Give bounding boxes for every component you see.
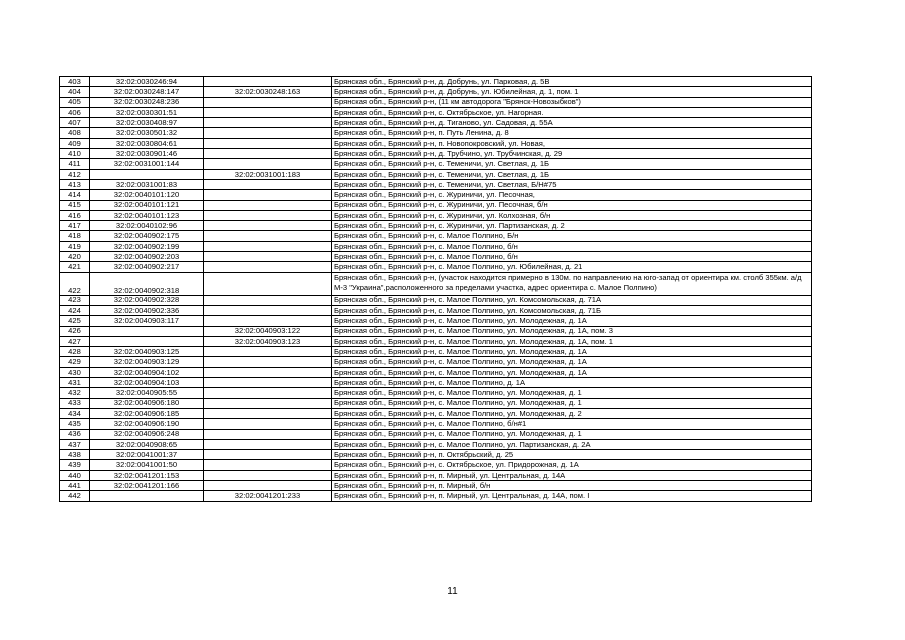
table-row — [60, 97, 812, 107]
address-cell: Брянская обл., Брянский р-н, с. Малое Полпино, ул. Молодежная, д. 1А — [332, 316, 812, 326]
related-cadastral-number-cell — [204, 241, 332, 251]
table-row — [60, 460, 812, 470]
address-cell: Брянская обл., Брянский р-н, с. Октябрьское, ул. Нагорная. — [332, 107, 812, 117]
related-cadastral-number-cell — [204, 470, 332, 480]
row-number-cell: 406 — [60, 107, 90, 117]
address-cell: Брянская обл., Брянский р-н, с. Теменичи, ул. Светлая, д. 1Б — [332, 159, 812, 169]
table-row — [60, 138, 812, 148]
table-row — [60, 221, 812, 231]
related-cadastral-number-cell — [204, 305, 332, 315]
related-cadastral-number-cell — [204, 398, 332, 408]
cadastral-number-cell: 32:02:0030301:51 — [90, 107, 204, 117]
table-row — [60, 347, 812, 357]
row-number-cell: 403 — [60, 77, 90, 87]
row-number-cell: 418 — [60, 231, 90, 241]
objects-table — [59, 76, 812, 502]
row-number-cell: 413 — [60, 179, 90, 189]
table-row — [60, 159, 812, 169]
related-cadastral-number-cell — [204, 378, 332, 388]
cadastral-number-cell: 32:02:0040902:318 — [90, 272, 204, 295]
cadastral-number-cell: 32:02:0040902:203 — [90, 252, 204, 262]
row-number-cell: 434 — [60, 408, 90, 418]
table-row — [60, 295, 812, 305]
table-row — [60, 316, 812, 326]
row-number-cell: 437 — [60, 439, 90, 449]
cadastral-number-cell: 32:02:0031001:144 — [90, 159, 204, 169]
table-row — [60, 210, 812, 220]
address-cell: Брянская обл., Брянский р-н, с. Малое Полпино, б/н — [332, 252, 812, 262]
table-row — [60, 87, 812, 97]
cadastral-number-cell: 32:02:0030246:94 — [90, 77, 204, 87]
cadastral-number-cell: 32:02:0040101:123 — [90, 210, 204, 220]
address-cell: Брянская обл., Брянский р-н, с. Малое Полпино, ул. Молодежная, д. 1А, пом. 3 — [332, 326, 812, 336]
related-cadastral-number-cell — [204, 128, 332, 138]
row-number-cell: 424 — [60, 305, 90, 315]
row-number-cell: 410 — [60, 149, 90, 159]
table-row — [60, 357, 812, 367]
related-cadastral-number-cell: 32:02:0040903:123 — [204, 336, 332, 346]
row-number-cell: 404 — [60, 87, 90, 97]
row-number-cell: 417 — [60, 221, 90, 231]
row-number-cell: 409 — [60, 138, 90, 148]
related-cadastral-number-cell — [204, 429, 332, 439]
row-number-cell: 431 — [60, 378, 90, 388]
address-cell: Брянская обл., Брянский р-н, с. Журиничи, ул. Колхозная, б/н — [332, 210, 812, 220]
address-cell: Брянская обл., Брянский р-н, с. Малое Полпино, ул. Молодежная, д. 1 — [332, 388, 812, 398]
related-cadastral-number-cell — [204, 408, 332, 418]
cadastral-number-cell: 32:02:0040101:120 — [90, 190, 204, 200]
row-number-cell: 422 — [60, 272, 90, 295]
table-row — [60, 398, 812, 408]
table-row — [60, 367, 812, 377]
cadastral-number-cell: 32:02:0031001:83 — [90, 179, 204, 189]
address-cell: Брянская обл., Брянский р-н, с. Журиничи, ул. Партизанская, д. 2 — [332, 221, 812, 231]
address-cell: Брянская обл., Брянский р-н, с. Малое Полпино, ул. Молодежная, д. 1А — [332, 347, 812, 357]
cadastral-number-cell: 32:02:0041001:50 — [90, 460, 204, 470]
related-cadastral-number-cell — [204, 210, 332, 220]
address-cell: Брянская обл., Брянский р-н, д. Добрунь, ул. Парковая, д. 5В — [332, 77, 812, 87]
address-cell: Брянская обл., Брянский р-н, п. Мирный, ул. Центральная, д. 14А, пом. I — [332, 491, 812, 501]
row-number-cell: 436 — [60, 429, 90, 439]
table-row — [60, 305, 812, 315]
table-row — [60, 77, 812, 87]
table-row — [60, 262, 812, 272]
related-cadastral-number-cell — [204, 221, 332, 231]
row-number-cell: 426 — [60, 326, 90, 336]
table-row — [60, 450, 812, 460]
cadastral-number-cell: 32:02:0040902:175 — [90, 231, 204, 241]
related-cadastral-number-cell — [204, 77, 332, 87]
related-cadastral-number-cell — [204, 118, 332, 128]
related-cadastral-number-cell — [204, 439, 332, 449]
address-cell: Брянская обл., Брянский р-н, с. Журиничи, ул. Песочная, — [332, 190, 812, 200]
row-number-cell: 428 — [60, 347, 90, 357]
row-number-cell: 416 — [60, 210, 90, 220]
address-cell: Брянская обл., Брянский р-н, (участок находится примерно в 130м. по направлению на юго-запад от ориентира км. столб 355км. а/д М-3 "Украина",расположенного за пределами участка, адрес ориентира с. Малое Полпино) — [332, 272, 812, 295]
related-cadastral-number-cell — [204, 357, 332, 367]
cadastral-number-cell: 32:02:0040906:190 — [90, 419, 204, 429]
cadastral-number-cell: 32:02:0040906:180 — [90, 398, 204, 408]
related-cadastral-number-cell — [204, 190, 332, 200]
row-number-cell: 441 — [60, 480, 90, 490]
related-cadastral-number-cell — [204, 159, 332, 169]
cadastral-number-cell: 32:02:0040902:328 — [90, 295, 204, 305]
table-row — [60, 272, 812, 295]
row-number-cell: 415 — [60, 200, 90, 210]
address-cell: Брянская обл., Брянский р-н, с. Малое Полпино, ул. Юбилейная, д. 21 — [332, 262, 812, 272]
address-cell: Брянская обл., Брянский р-н, п. Путь Ленина, д. 8 — [332, 128, 812, 138]
related-cadastral-number-cell — [204, 179, 332, 189]
row-number-cell: 421 — [60, 262, 90, 272]
table-row — [60, 118, 812, 128]
address-cell: Брянская обл., Брянский р-н, с. Малое Полпино, ул. Партизанская, д. 2А — [332, 439, 812, 449]
table-row — [60, 107, 812, 117]
related-cadastral-number-cell — [204, 149, 332, 159]
row-number-cell: 442 — [60, 491, 90, 501]
address-cell: Брянская обл., Брянский р-н, с. Малое Полпино, ул. Молодежная, д. 2 — [332, 408, 812, 418]
address-cell: Брянская обл., Брянский р-н, с. Малое Полпино, ул. Молодежная, д. 1А, пом. 1 — [332, 336, 812, 346]
address-cell: Брянская обл., Брянский р-н, с. Малое Полпино, б/н — [332, 241, 812, 251]
row-number-cell: 412 — [60, 169, 90, 179]
related-cadastral-number-cell — [204, 347, 332, 357]
address-cell: Брянская обл., Брянский р-н, д. Добрунь, ул. Юбилейная, д. 1, пом. 1 — [332, 87, 812, 97]
address-cell: Брянская обл., Брянский р-н, д. Трубчино, ул. Трубчинская, д. 29 — [332, 149, 812, 159]
cadastral-number-cell: 32:02:0040906:185 — [90, 408, 204, 418]
address-cell: Брянская обл., Брянский р-н, п. Октябрьский, д. 25 — [332, 450, 812, 460]
row-number-cell: 419 — [60, 241, 90, 251]
page-number: 11 — [447, 586, 458, 597]
cadastral-number-cell — [90, 336, 204, 346]
related-cadastral-number-cell — [204, 450, 332, 460]
cadastral-number-cell: 32:02:0040903:117 — [90, 316, 204, 326]
cadastral-number-cell: 32:02:0040902:199 — [90, 241, 204, 251]
table-row — [60, 241, 812, 251]
address-cell: Брянская обл., Брянский р-н, п. Мирный, б/н — [332, 480, 812, 490]
cadastral-number-cell: 32:02:0040101:121 — [90, 200, 204, 210]
address-cell: Брянская обл., Брянский р-н, с. Малое Полпино, Б/н — [332, 231, 812, 241]
related-cadastral-number-cell — [204, 97, 332, 107]
cadastral-number-cell — [90, 169, 204, 179]
address-cell: Брянская обл., Брянский р-н, с. Теменичи, ул. Светлая, д. 1Б — [332, 169, 812, 179]
row-number-cell: 408 — [60, 128, 90, 138]
related-cadastral-number-cell — [204, 272, 332, 295]
cadastral-number-cell — [90, 491, 204, 501]
cadastral-number-cell: 32:02:0030248:147 — [90, 87, 204, 97]
table-row — [60, 169, 812, 179]
row-number-cell: 414 — [60, 190, 90, 200]
address-cell: Брянская обл., Брянский р-н, с. Малое Полпино, ул. Молодежная, д. 1А — [332, 357, 812, 367]
table-row — [60, 480, 812, 490]
table-row — [60, 128, 812, 138]
objects-table-body — [60, 77, 812, 502]
table-row — [60, 252, 812, 262]
row-number-cell: 425 — [60, 316, 90, 326]
row-number-cell: 432 — [60, 388, 90, 398]
table-row — [60, 388, 812, 398]
related-cadastral-number-cell: 32:02:0041201:233 — [204, 491, 332, 501]
row-number-cell: 435 — [60, 419, 90, 429]
related-cadastral-number-cell — [204, 107, 332, 117]
related-cadastral-number-cell — [204, 460, 332, 470]
row-number-cell: 438 — [60, 450, 90, 460]
cadastral-number-cell: 32:02:0040902:336 — [90, 305, 204, 315]
address-cell: Брянская обл., Брянский р-н, п. Новопокровский, ул. Новая, — [332, 138, 812, 148]
row-number-cell: 423 — [60, 295, 90, 305]
related-cadastral-number-cell — [204, 262, 332, 272]
row-number-cell: 430 — [60, 367, 90, 377]
address-cell: Брянская обл., Брянский р-н, с. Малое Полпино, ул. Комсомольская, д. 71Б — [332, 305, 812, 315]
row-number-cell: 433 — [60, 398, 90, 408]
address-cell: Брянская обл., Брянский р-н, с. Малое Полпино, ул. Молодежная, д. 1 — [332, 429, 812, 439]
related-cadastral-number-cell — [204, 419, 332, 429]
row-number-cell: 411 — [60, 159, 90, 169]
table-row — [60, 408, 812, 418]
address-cell: Брянская обл., Брянский р-н, д. Тиганово, ул. Садовая, д. 55А — [332, 118, 812, 128]
address-cell: Брянская обл., Брянский р-н, с. Малое Полпино, ул. Молодежная, д. 1 — [332, 398, 812, 408]
table-row — [60, 190, 812, 200]
related-cadastral-number-cell — [204, 200, 332, 210]
cadastral-number-cell: 32:02:0030248:236 — [90, 97, 204, 107]
cadastral-number-cell: 32:02:0040903:125 — [90, 347, 204, 357]
table-row — [60, 419, 812, 429]
address-cell: Брянская обл., Брянский р-н, с. Малое Полпино, ул. Комсомольская, д. 71А — [332, 295, 812, 305]
cadastral-number-cell: 32:02:0040908:65 — [90, 439, 204, 449]
table-row — [60, 470, 812, 480]
cadastral-number-cell: 32:02:0041201:166 — [90, 480, 204, 490]
cadastral-number-cell: 32:02:0040905:55 — [90, 388, 204, 398]
cadastral-number-cell: 32:02:0040906:248 — [90, 429, 204, 439]
row-number-cell: 420 — [60, 252, 90, 262]
table-row — [60, 429, 812, 439]
cadastral-number-cell: 32:02:0030901:46 — [90, 149, 204, 159]
table-row — [60, 326, 812, 336]
related-cadastral-number-cell — [204, 480, 332, 490]
row-number-cell: 407 — [60, 118, 90, 128]
address-cell: Брянская обл., Брянский р-н, с. Малое Полпино, ул. Молодежная, д. 1А — [332, 367, 812, 377]
table-row — [60, 179, 812, 189]
cadastral-number-cell: 32:02:0040102:96 — [90, 221, 204, 231]
cadastral-number-cell: 32:02:0040904:103 — [90, 378, 204, 388]
cadastral-number-cell: 32:02:0041201:153 — [90, 470, 204, 480]
table-row — [60, 149, 812, 159]
cadastral-number-cell: 32:02:0030501:32 — [90, 128, 204, 138]
row-number-cell: 440 — [60, 470, 90, 480]
cadastral-number-cell: 32:02:0041001:37 — [90, 450, 204, 460]
table-row — [60, 200, 812, 210]
related-cadastral-number-cell — [204, 231, 332, 241]
related-cadastral-number-cell: 32:02:0030248:163 — [204, 87, 332, 97]
row-number-cell: 405 — [60, 97, 90, 107]
related-cadastral-number-cell — [204, 388, 332, 398]
table-row — [60, 231, 812, 241]
address-cell: Брянская обл., Брянский р-н, с. Малое Полпино, д. 1А — [332, 378, 812, 388]
related-cadastral-number-cell: 32:02:0031001:183 — [204, 169, 332, 179]
table-row — [60, 378, 812, 388]
related-cadastral-number-cell: 32:02:0040903:122 — [204, 326, 332, 336]
related-cadastral-number-cell — [204, 252, 332, 262]
address-cell: Брянская обл., Брянский р-н, с. Теменичи, ул. Светлая, Б/Н#75 — [332, 179, 812, 189]
related-cadastral-number-cell — [204, 367, 332, 377]
cadastral-number-cell: 32:02:0030408:97 — [90, 118, 204, 128]
table-row — [60, 439, 812, 449]
row-number-cell: 439 — [60, 460, 90, 470]
cadastral-number-cell: 32:02:0030804:61 — [90, 138, 204, 148]
cadastral-number-cell: 32:02:0040903:129 — [90, 357, 204, 367]
row-number-cell: 427 — [60, 336, 90, 346]
related-cadastral-number-cell — [204, 295, 332, 305]
cadastral-number-cell: 32:02:0040902:217 — [90, 262, 204, 272]
table-row — [60, 336, 812, 346]
row-number-cell: 429 — [60, 357, 90, 367]
table-row — [60, 491, 812, 501]
address-cell: Брянская обл., Брянский р-н, п. Мирный, ул. Центральная, д. 14А — [332, 470, 812, 480]
address-cell: Брянская обл., Брянский р-н, (11 км автодорога "Брянск-Новозыбков") — [332, 97, 812, 107]
related-cadastral-number-cell — [204, 138, 332, 148]
address-cell: Брянская обл., Брянский р-н, с. Малое Полпино, б/н#1 — [332, 419, 812, 429]
address-cell: Брянская обл., Брянский р-н, с. Октябрьское, ул. Придорожная, д. 1А — [332, 460, 812, 470]
related-cadastral-number-cell — [204, 316, 332, 326]
address-cell: Брянская обл., Брянский р-н, с. Журиничи, ул. Песочная, б/н — [332, 200, 812, 210]
cadastral-number-cell: 32:02:0040904:102 — [90, 367, 204, 377]
cadastral-number-cell — [90, 326, 204, 336]
